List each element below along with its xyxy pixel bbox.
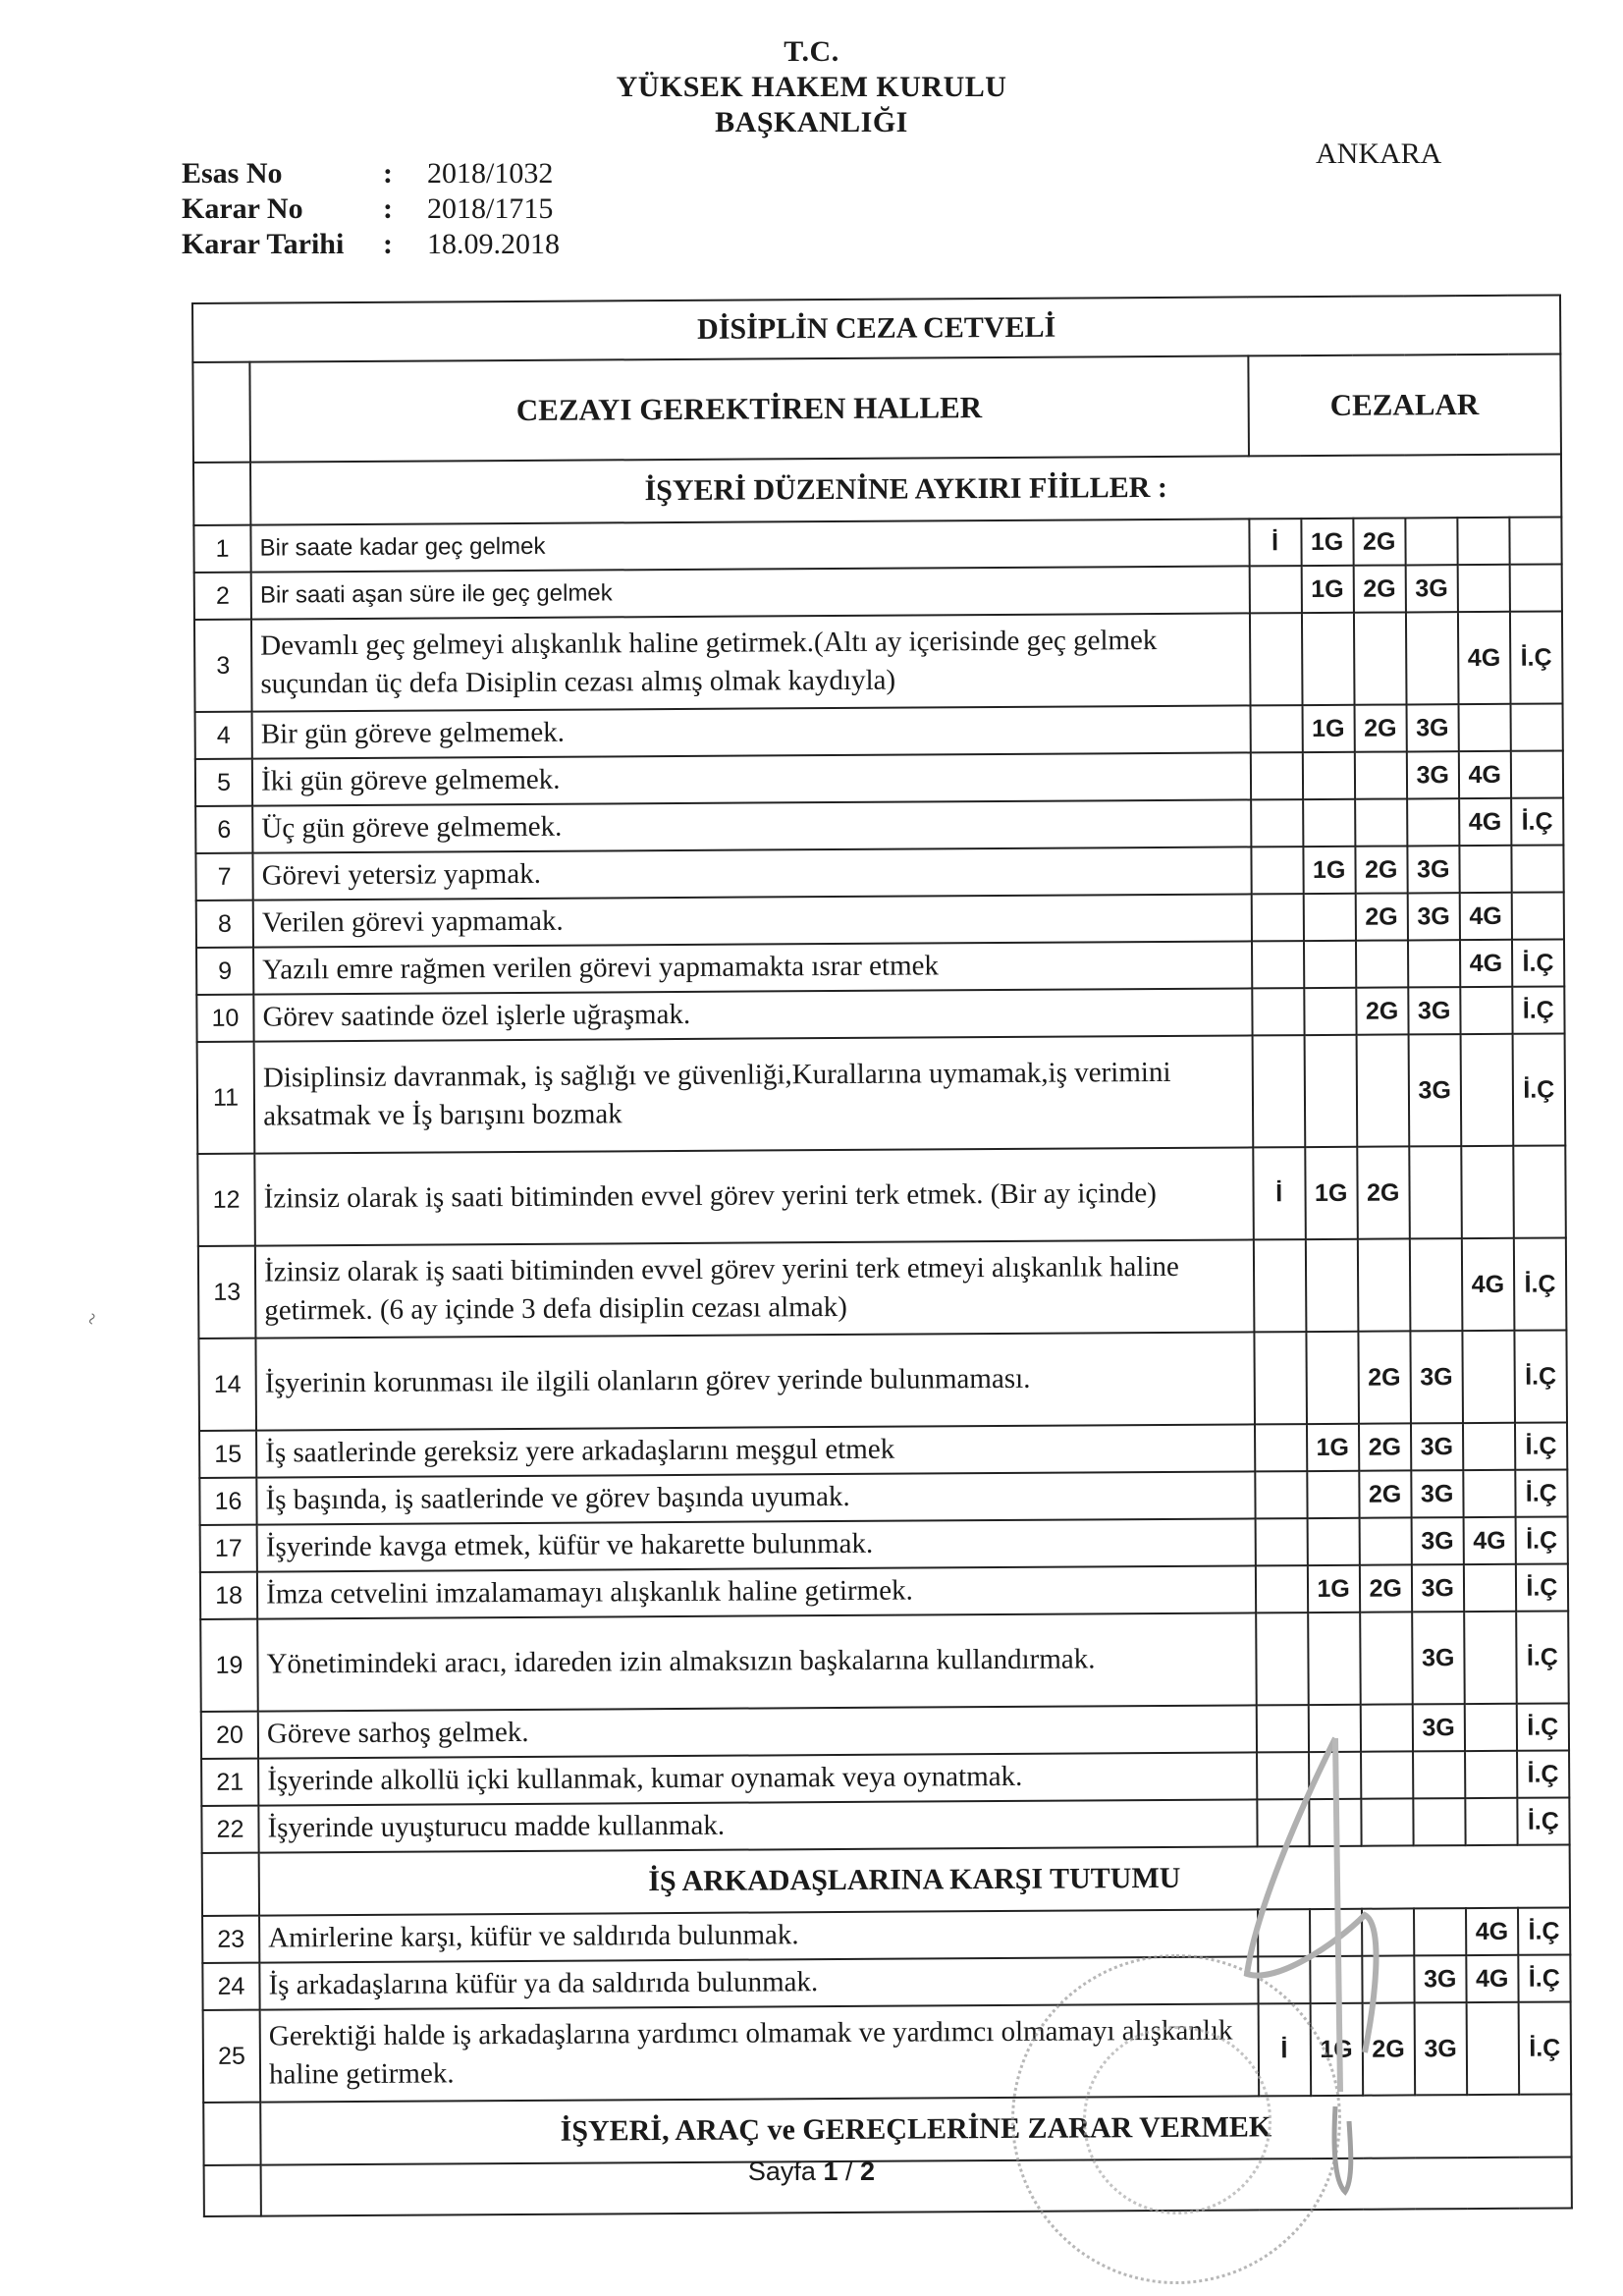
table-row xyxy=(193,517,1561,573)
table-title: DİSİPLİN CEZA CETVELİ xyxy=(192,295,1560,362)
row-description: İki gün göreve gelmemek. xyxy=(252,752,1251,805)
penalty-cell-3g xyxy=(1407,798,1459,846)
penalty-cell-1g xyxy=(1304,1035,1357,1147)
table-row xyxy=(197,1145,1566,1246)
penalty-cell-i xyxy=(1511,750,1563,797)
header-city: ANKARA xyxy=(1316,137,1442,170)
penalty-cell-i: İ.Ç xyxy=(1515,1422,1567,1469)
penalty-cell-3g: 3G xyxy=(1411,1517,1463,1564)
penalty-cell-2g: 2G xyxy=(1353,518,1405,565)
row-number: 22 xyxy=(201,1806,258,1853)
penalty-cell-1g xyxy=(1310,1909,1362,1956)
penalty-cell-4g xyxy=(1465,1704,1517,1751)
penalty-cell-3g: 3G xyxy=(1411,1423,1463,1470)
row-number: 11 xyxy=(197,1042,255,1154)
table-row xyxy=(195,797,1563,853)
penalty-cell-3g: 3G xyxy=(1407,751,1459,798)
penalty-cell-3g xyxy=(1409,1146,1462,1238)
penalty-cell-4g: 4G xyxy=(1462,1238,1515,1331)
section-title: İŞYERİ, ARAÇ ve GEREÇLERİNE ZARAR VERMEK xyxy=(260,2094,1571,2164)
row-number: 10 xyxy=(196,995,253,1042)
penalty-cell-2g xyxy=(1361,1751,1413,1798)
penalty-cell-1g xyxy=(1309,1799,1361,1846)
penalty-cell-4g: 4G xyxy=(1459,751,1511,798)
penalty-cell-1g xyxy=(1308,1613,1361,1705)
penalty-cell-2g: 2G xyxy=(1360,1564,1412,1612)
penalty-cell-i xyxy=(1255,1565,1307,1613)
row-number: 9 xyxy=(196,948,253,995)
penalty-cell-4g: 4G xyxy=(1466,1955,1518,2002)
row-description: İşyerinde kavga etmek, küfür ve hakarette bulunmak. xyxy=(257,1518,1256,1571)
meta-label: Esas No xyxy=(182,157,283,190)
penalty-cell-4g xyxy=(1465,1751,1517,1798)
row-description: İşyerinde alkollü içki kullanmak, kumar oynamak veya oynatmak. xyxy=(258,1752,1257,1805)
page-indicator xyxy=(0,2157,1623,2187)
table-row xyxy=(195,750,1563,806)
penalty-cell-1g xyxy=(1303,799,1355,847)
penalty-cell-3g xyxy=(1413,1798,1465,1845)
table-row xyxy=(200,1611,1569,1712)
penalty-cell-4g xyxy=(1465,1798,1517,1845)
table-row xyxy=(195,703,1563,759)
penalty-cell-2g: 2G xyxy=(1356,987,1408,1034)
meta-separator: : xyxy=(383,157,393,190)
penalty-cell-2g: 2G xyxy=(1362,2002,1415,2095)
penalty-cell-2g: 2G xyxy=(1357,1146,1410,1238)
penalty-cell-4g xyxy=(1464,1612,1517,1704)
penalty-cell-4g xyxy=(1457,518,1509,565)
penalty-cell-1g xyxy=(1302,752,1354,799)
penalty-table xyxy=(191,294,1573,2216)
row-description: Devamlı geç gelmeyi alışkanlık haline getirmek.(Altı ay içerisinde geç gelmek suçundan üç defa Disiplin cezası almış olmak kaydıyla) xyxy=(251,613,1250,711)
meta-label: Karar Tarihi xyxy=(182,228,345,260)
penalty-cell-3g: 3G xyxy=(1406,704,1458,751)
row-description: İmza cetvelini imzalamamayı alışkanlık haline getirmek. xyxy=(257,1565,1256,1618)
penalty-cell-i xyxy=(1251,847,1303,894)
row-number: 25 xyxy=(203,2010,261,2103)
penalty-cell-i: İ xyxy=(1258,2003,1311,2096)
penalty-cell-3g: 3G xyxy=(1408,987,1460,1034)
penalty-cell-4g xyxy=(1458,704,1510,751)
penalty-cell-i xyxy=(1255,1424,1307,1471)
penalty-cell-3g: 3G xyxy=(1408,1034,1461,1146)
table-row xyxy=(202,1954,1570,2010)
row-description: İş başında, iş saatlerinde ve görev başında uyumak. xyxy=(256,1471,1255,1524)
penalty-cell-4g: 4G xyxy=(1459,798,1511,846)
penalty-cell-1g: 1G xyxy=(1302,705,1354,752)
penalty-cell-2g xyxy=(1360,1612,1413,1704)
penalty-cell-3g: 3G xyxy=(1412,1564,1464,1612)
table-row xyxy=(199,1469,1567,1525)
penalty-cell-3g xyxy=(1413,1751,1465,1798)
row-number: 5 xyxy=(195,759,252,806)
penalty-cell-1g xyxy=(1307,1471,1359,1518)
penalty-cell-i xyxy=(1255,1471,1307,1518)
penalty-cell-i xyxy=(1250,752,1302,799)
penalty-cell-1g xyxy=(1310,1956,1362,2003)
penalty-cell-3g: 3G xyxy=(1412,1704,1464,1751)
row-number: 24 xyxy=(202,1963,259,2010)
section-row xyxy=(203,2094,1571,2165)
penalty-cell-2g: 2G xyxy=(1359,1423,1411,1470)
section-row xyxy=(202,1844,1570,1916)
penalty-cell-i: İ.Ç xyxy=(1517,1703,1569,1750)
penalty-cell-2g xyxy=(1360,1704,1412,1751)
penalty-cell-4g xyxy=(1464,1564,1516,1612)
table-row xyxy=(194,611,1563,712)
penalty-cell-1g: 1G xyxy=(1310,2003,1363,2096)
penalty-cell-4g: 4G xyxy=(1463,1517,1515,1564)
row-description: İzinsiz olarak iş saati bitiminden evvel görev yerini terk etmeyi alışkanlık haline getirmek. (6 ay içinde 3 defa disiplin cezası almak) xyxy=(255,1239,1254,1338)
row-description: İş arkadaşlarına küfür ya da saldırıda bulunmak. xyxy=(259,1956,1258,2009)
meta-label: Karar No xyxy=(182,192,303,225)
column-header-penalties: CEZALAR xyxy=(1248,354,1561,456)
column-header-cases: CEZAYI GEREKTİREN HALLER xyxy=(249,355,1248,462)
table-row xyxy=(201,1797,1569,1853)
penalty-cell-2g xyxy=(1359,1517,1411,1564)
penalty-cell-i xyxy=(1249,613,1302,705)
row-number: 21 xyxy=(201,1759,258,1806)
section-title: İŞ ARKADAŞLARINA KARŞI TUTUMU xyxy=(259,1844,1570,1915)
penalty-cell-i xyxy=(1252,988,1304,1035)
row-number: 6 xyxy=(195,806,252,853)
row-description: İşyerinde uyuşturucu madde kullanmak. xyxy=(258,1799,1257,1852)
document-header xyxy=(0,0,1623,295)
penalty-cell-i xyxy=(1249,566,1301,613)
section-row xyxy=(193,454,1561,525)
penalty-cell-4g xyxy=(1463,1470,1515,1517)
penalty-cell-1g xyxy=(1304,988,1356,1035)
penalty-cell-i: İ.Ç xyxy=(1516,1563,1568,1611)
penalty-cell-i xyxy=(1252,1035,1305,1147)
penalty-cell-4g xyxy=(1461,1146,1514,1238)
penalty-cell-i xyxy=(1251,894,1303,941)
penalty-cell-4g xyxy=(1460,1034,1513,1146)
penalty-cell-i xyxy=(1257,1752,1309,1799)
row-number: 14 xyxy=(198,1339,256,1431)
penalty-cell-4g xyxy=(1459,846,1511,893)
row-description: Üç gün göreve gelmemek. xyxy=(252,799,1251,852)
margin-handwritten-mark: ~ xyxy=(78,1308,106,1329)
row-description: Yazılı emre rağmen verilen görevi yapmamakta ısrar etmek xyxy=(253,941,1252,994)
penalty-cell-4g: 4G xyxy=(1466,1908,1518,1955)
penalty-cell-4g: 4G xyxy=(1458,612,1511,704)
row-number: 4 xyxy=(195,712,252,759)
penalty-cell-1g: 1G xyxy=(1301,519,1353,566)
penalty-cell-i xyxy=(1509,564,1561,611)
penalty-cell-i xyxy=(1256,1705,1308,1752)
row-description: Göreve sarhoş gelmek. xyxy=(258,1705,1257,1758)
penalty-cell-2g: 2G xyxy=(1359,1470,1411,1517)
page-current: 1 xyxy=(823,2157,839,2186)
header-number-cell xyxy=(192,362,250,463)
penalty-cell-i: İ.Ç xyxy=(1511,797,1563,845)
penalty-cell-i xyxy=(1257,1799,1309,1846)
penalty-cell-i xyxy=(1251,799,1303,847)
penalty-cell-3g xyxy=(1410,1238,1463,1331)
penalty-cell-i: İ.Ç xyxy=(1515,1469,1567,1516)
penalty-cell-1g xyxy=(1308,1705,1360,1752)
penalty-cell-1g xyxy=(1303,894,1355,941)
penalty-cell-2g xyxy=(1361,1798,1413,1845)
page-label: Sayfa xyxy=(747,2157,816,2186)
penalty-cell-3g: 3G xyxy=(1414,1955,1466,2002)
penalty-cell-i xyxy=(1254,1332,1307,1424)
penalty-cell-3g xyxy=(1405,518,1457,565)
row-description: Amirlerine karşı, küfür ve saldırıda bulunmak. xyxy=(259,1909,1258,1962)
row-number: 16 xyxy=(199,1478,256,1525)
penalty-cell-2g xyxy=(1358,1238,1411,1331)
table-row xyxy=(198,1330,1567,1431)
table-row xyxy=(196,892,1564,948)
table-row xyxy=(197,1033,1566,1154)
table-row xyxy=(200,1516,1568,1572)
table-row xyxy=(196,986,1564,1042)
row-description: Bir gün göreve gelmemek. xyxy=(252,705,1251,758)
row-description: Bir saate kadar geç gelmek xyxy=(250,519,1249,572)
penalty-cell-1g: 1G xyxy=(1305,1147,1358,1239)
row-description: Bir saati aşan süre ile geç gelmek xyxy=(251,566,1250,619)
row-description: Yönetimindeki aracı, idareden izin almaksızın başkalarına kullandırmak. xyxy=(257,1613,1256,1711)
row-number: 15 xyxy=(199,1431,256,1478)
penalty-cell-i xyxy=(1258,1909,1310,1956)
penalty-cell-1g xyxy=(1304,941,1356,988)
penalty-cell-4g xyxy=(1462,1331,1515,1423)
table-row xyxy=(194,564,1562,620)
penalty-cell-i xyxy=(1255,1518,1307,1565)
row-number: 2 xyxy=(194,573,251,620)
meta-esas-no xyxy=(182,157,553,191)
table-row xyxy=(199,1422,1567,1478)
penalty-cell-2g xyxy=(1354,751,1406,798)
penalty-cell-2g: 2G xyxy=(1354,704,1406,751)
table-row xyxy=(203,2001,1572,2103)
penalty-cell-3g: 3G xyxy=(1412,1612,1465,1704)
row-number: 8 xyxy=(196,901,253,948)
table-row xyxy=(201,1750,1569,1806)
page-separator: / xyxy=(845,2157,853,2186)
penalty-cell-i: İ.Ç xyxy=(1518,2001,1571,2094)
penalty-cell-1g: 1G xyxy=(1303,847,1355,894)
penalty-cell-2g xyxy=(1362,1955,1414,2002)
penalty-cell-2g xyxy=(1354,612,1407,704)
row-number: 7 xyxy=(195,853,252,901)
table-row xyxy=(201,1703,1569,1759)
row-description: Disiplinsiz davranmak, iş sağlığı ve güvenliği,Kurallarına uymamak,iş verimini aksatmak ve İş barışını bozmak xyxy=(254,1035,1253,1153)
penalty-cell-i xyxy=(1512,892,1564,939)
penalty-table-sheet xyxy=(191,294,1573,2216)
penalty-cell-i xyxy=(1509,517,1561,564)
row-number: 12 xyxy=(197,1154,255,1246)
penalty-cell-2g: 2G xyxy=(1358,1331,1411,1423)
row-number: 3 xyxy=(194,620,252,712)
penalty-cell-i: İ.Ç xyxy=(1512,1033,1565,1145)
penalty-cell-1g xyxy=(1309,1752,1361,1799)
table-row xyxy=(202,1907,1570,1963)
row-number: 13 xyxy=(198,1246,256,1339)
penalty-cell-2g: 2G xyxy=(1355,893,1407,940)
row-description: Görevi yetersiz yapmak. xyxy=(253,847,1252,900)
row-description: Görev saatinde özel işlerle uğraşmak. xyxy=(253,988,1252,1041)
meta-karar-tarihi xyxy=(182,228,560,261)
penalty-cell-2g xyxy=(1356,940,1408,987)
penalty-cell-3g xyxy=(1406,612,1459,704)
penalty-cell-3g xyxy=(1408,940,1460,987)
row-number: 19 xyxy=(200,1619,258,1712)
penalty-cell-1g xyxy=(1305,1239,1358,1332)
penalty-cell-i xyxy=(1253,1239,1306,1332)
row-number: 20 xyxy=(201,1712,258,1759)
penalty-cell-3g: 3G xyxy=(1407,846,1459,893)
penalty-cell-1g: 1G xyxy=(1307,1424,1359,1471)
penalty-cell-i: İ.Ç xyxy=(1515,1516,1567,1563)
penalty-cell-i: İ.Ç xyxy=(1517,1750,1569,1797)
table-row xyxy=(198,1237,1567,1339)
penalty-cell-i xyxy=(1511,845,1563,892)
penalty-cell-3g: 3G xyxy=(1410,1331,1463,1423)
penalty-cell-i: İ.Ç xyxy=(1512,939,1564,986)
penalty-cell-i xyxy=(1510,703,1562,750)
section-title: İŞYERİ DÜZENİNE AYKIRI FİİLLER : xyxy=(250,454,1561,524)
penalty-cell-2g: 2G xyxy=(1355,846,1407,893)
penalty-cell-2g: 2G xyxy=(1353,565,1405,612)
penalty-cell-1g xyxy=(1302,613,1355,705)
header-organization: YÜKSEK HAKEM KURULU xyxy=(616,71,1007,103)
penalty-cell-3g: 3G xyxy=(1414,2002,1467,2095)
penalty-cell-2g xyxy=(1356,1034,1409,1146)
penalty-cell-4g xyxy=(1463,1423,1515,1470)
table-row xyxy=(200,1563,1568,1619)
penalty-cell-i: İ xyxy=(1249,519,1301,566)
meta-value: 2018/1715 xyxy=(427,192,554,225)
penalty-cell-3g: 3G xyxy=(1407,893,1459,940)
table-row xyxy=(195,845,1563,901)
row-number: 18 xyxy=(200,1572,257,1619)
penalty-cell-3g: 3G xyxy=(1411,1470,1463,1517)
penalty-cell-i xyxy=(1252,941,1304,988)
penalty-cell-i: İ.Ç xyxy=(1512,986,1564,1033)
row-number: 17 xyxy=(200,1525,257,1572)
row-description: Verilen görevi yapmamak. xyxy=(253,894,1252,947)
penalty-cell-4g: 4G xyxy=(1460,940,1512,987)
penalty-cell-3g xyxy=(1414,1908,1466,1955)
row-number: 1 xyxy=(193,525,250,573)
penalty-cell-3g: 3G xyxy=(1405,565,1457,612)
table-row xyxy=(196,939,1564,995)
official-stamp xyxy=(1011,1954,1341,2284)
penalty-cell-4g xyxy=(1457,565,1509,612)
penalty-cell-i: İ xyxy=(1253,1147,1306,1239)
penalty-cell-i xyxy=(1513,1145,1566,1237)
page-total: 2 xyxy=(860,2157,876,2186)
meta-value: 18.09.2018 xyxy=(427,228,560,260)
row-description: İşyerinin korunması ile ilgili olanların görev yerinde bulunmaması. xyxy=(256,1332,1255,1430)
penalty-cell-4g: 4G xyxy=(1459,893,1511,940)
penalty-cell-4g xyxy=(1466,2002,1519,2095)
penalty-cell-2g xyxy=(1355,798,1407,846)
row-description: İzinsiz olarak iş saati bitiminden evvel görev yerini terk etmek. (Bir ay içinde) xyxy=(254,1147,1253,1245)
header-tc: T.C. xyxy=(784,35,839,68)
penalty-cell-i xyxy=(1250,705,1302,752)
penalty-cell-1g: 1G xyxy=(1301,566,1353,613)
penalty-cell-i xyxy=(1256,1613,1309,1705)
meta-separator: : xyxy=(383,192,393,225)
row-number: 23 xyxy=(202,1916,259,1963)
meta-separator: : xyxy=(383,228,393,260)
penalty-cell-4g xyxy=(1460,987,1512,1034)
row-description: İş saatlerinde gereksiz yere arkadaşlarını meşgul etmek xyxy=(256,1424,1255,1477)
header-department: BAŞKANLIĞI xyxy=(715,106,908,138)
penalty-cell-1g: 1G xyxy=(1307,1565,1359,1613)
penalty-cell-i: İ.Ç xyxy=(1517,1797,1569,1844)
penalty-cell-1g xyxy=(1307,1518,1359,1565)
penalty-cell-i: İ.Ç xyxy=(1514,1330,1567,1422)
meta-value: 2018/1032 xyxy=(427,157,554,190)
section-number-cell xyxy=(193,463,250,525)
penalty-cell-i: İ.Ç xyxy=(1518,1907,1570,1954)
row-description: Gerektiği halde iş arkadaşlarına yardımcı olmamak ve yardımcı olmamayı alışkanlık haline getirmek. xyxy=(260,2003,1259,2102)
penalty-cell-i: İ.Ç xyxy=(1516,1611,1569,1703)
penalty-cell-i: İ.Ç xyxy=(1514,1237,1567,1330)
penalty-cell-i: İ.Ç xyxy=(1518,1954,1570,2001)
penalty-cell-1g xyxy=(1306,1332,1359,1424)
penalty-cell-i: İ.Ç xyxy=(1510,611,1563,703)
penalty-cell-2g xyxy=(1362,1908,1414,1955)
meta-karar-no xyxy=(182,192,553,226)
section-number-cell xyxy=(202,1853,259,1916)
